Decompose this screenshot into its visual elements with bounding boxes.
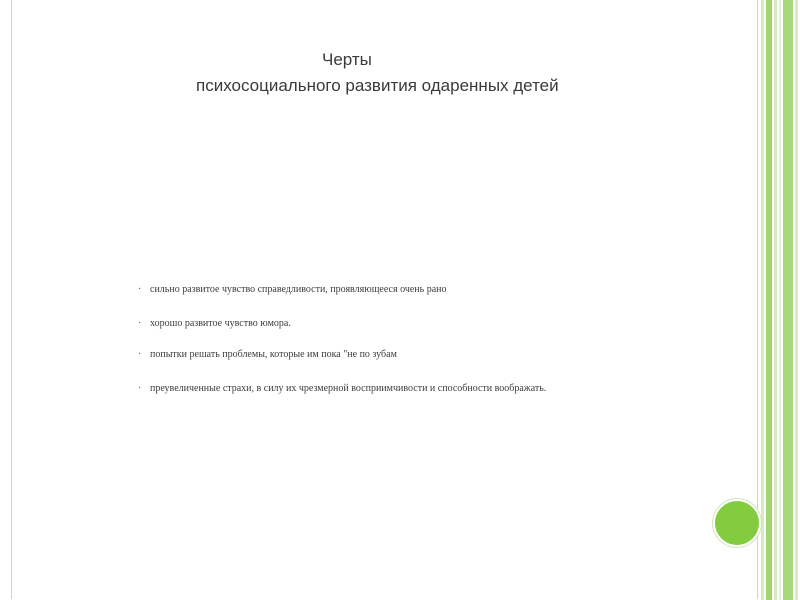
decorative-stripe: [795, 0, 798, 600]
decorative-stripe: [766, 0, 772, 600]
bullet-item: [138, 318, 546, 330]
bullet-dot-icon: ·: [138, 284, 142, 295]
bullet-text: хорошо развитое чувство юмора.: [150, 318, 291, 329]
slide-title-line-2: психосоциального развития одаренных детей: [196, 76, 559, 95]
decorative-circle-icon: [713, 499, 761, 547]
bullet-text: преувеличенные страхи, в силу их чрезмерной восприимчивости и способности воображать.: [150, 383, 547, 394]
decorative-stripe: [774, 0, 777, 600]
bullet-text: сильно развитое чувство справедливости, проявляющееся очень рано: [150, 284, 447, 295]
decorative-stripe: [783, 0, 793, 600]
bullet-text: попытки решать проблемы, которые им пока "не по зубам: [150, 349, 397, 360]
bullet-list: [138, 284, 546, 395]
decorative-stripe: [761, 0, 764, 600]
bullet-dot-icon: ·: [138, 318, 142, 329]
decorative-stripe: [779, 0, 781, 600]
slide-title-line-1: Черты: [322, 50, 372, 69]
bullet-item: [138, 284, 546, 296]
bullet-item: [138, 349, 546, 361]
bullet-dot-icon: ·: [138, 349, 142, 360]
bullet-dot-icon: ·: [138, 383, 142, 394]
bullet-item: [138, 383, 546, 395]
